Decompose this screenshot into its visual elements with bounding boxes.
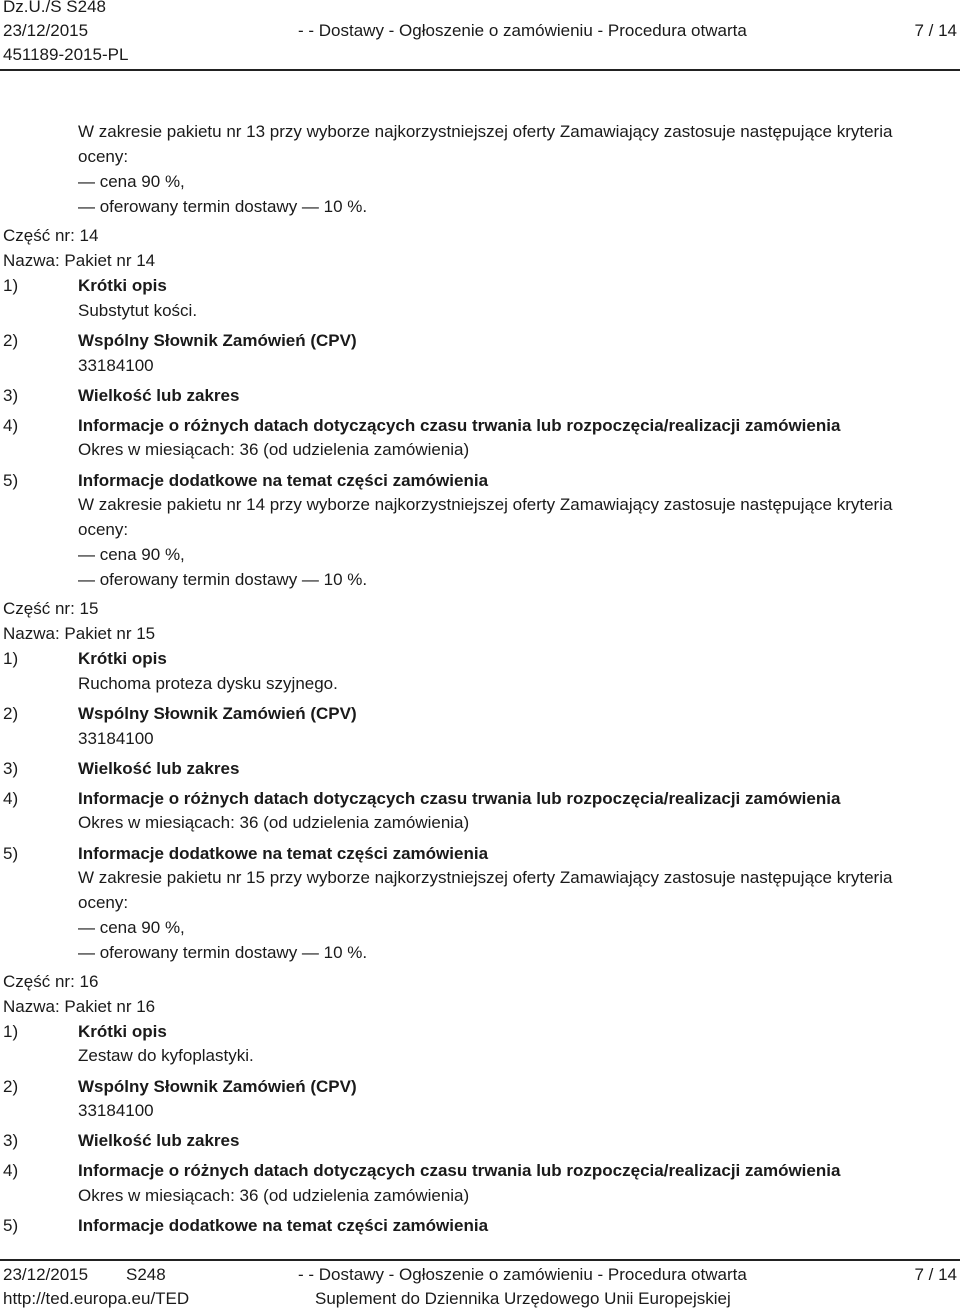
section-3-title: Wielkość lub zakres [78, 386, 240, 405]
section-3-number: 3) [3, 759, 19, 778]
section-2-number: 2) [3, 704, 19, 723]
cpv-code: 33184100 [78, 1101, 154, 1120]
section-4-text: Okres w miesiącach: 36 (od udzielenia zamówienia) [78, 813, 470, 832]
journal-ref: Dz.U./S S248 [3, 0, 106, 16]
section-4-title: Informacje o różnych datach dotyczących czasu trwania lub rozpoczęcia/realizacji zamówienia [78, 789, 841, 808]
part-number: Część nr: 14 [3, 226, 99, 245]
section-4-number: 4) [3, 789, 19, 808]
footer-supplement: Suplement do Dziennika Urzędowego Unii Europejskiej [315, 1289, 731, 1308]
section-2-title: Wspólny Słownik Zamówień (CPV) [78, 1077, 357, 1096]
criterion-price: — cena 90 %, [78, 545, 185, 564]
section-4-text: Okres w miesiącach: 36 (od udzielenia zamówienia) [78, 440, 470, 459]
section-3-title: Wielkość lub zakres [78, 759, 240, 778]
section-5-oceny: oceny: [78, 520, 129, 539]
footer-date: 23/12/2015 [3, 1265, 89, 1284]
criterion-delivery: — oferowany termin dostawy — 10 %. [78, 570, 368, 589]
section-5-title: Informacje dodatkowe na temat części zamówienia [78, 1216, 489, 1235]
footer-page: 7 / 14 [914, 1265, 957, 1284]
section-5-oceny: oceny: [78, 893, 129, 912]
header-page: 7 / 14 [914, 21, 957, 40]
section-5-title: Informacje dodatkowe na temat części zamówienia [78, 844, 489, 863]
section-1-title: Krótki opis [78, 649, 167, 668]
section-5-text: W zakresie pakietu nr 15 przy wyborze najkorzystniejszej oferty Zamawiający zastosuje następujące kryteria [78, 868, 893, 887]
intro-criterion-price: — cena 90 %, [78, 172, 185, 191]
lot-name: Nazwa: Pakiet nr 14 [3, 251, 156, 270]
intro-criterion-delivery: — oferowany termin dostawy — 10 %. [78, 197, 368, 216]
notice-id: 451189-2015-PL [3, 45, 129, 64]
section-2-title: Wspólny Słownik Zamówień (CPV) [78, 331, 357, 350]
section-1-title: Krótki opis [78, 1022, 167, 1041]
section-1-number: 1) [3, 1022, 19, 1041]
section-1-text: Substytut kości. [78, 301, 198, 320]
lot-name: Nazwa: Pakiet nr 15 [3, 624, 156, 643]
header-rule [0, 69, 960, 71]
section-5-text: W zakresie pakietu nr 14 przy wyborze najkorzystniejszej oferty Zamawiający zastosuje następujące kryteria [78, 495, 893, 514]
section-4-title: Informacje o różnych datach dotyczących czasu trwania lub rozpoczęcia/realizacji zamówienia [78, 1161, 841, 1180]
header-date: 23/12/2015 [3, 21, 89, 40]
section-2-title: Wspólny Słownik Zamówień (CPV) [78, 704, 357, 723]
section-3-number: 3) [3, 1131, 19, 1150]
footer-url: http://ted.europa.eu/TED [3, 1289, 190, 1308]
section-5-title: Informacje dodatkowe na temat części zamówienia [78, 471, 489, 490]
section-4-text: Okres w miesiącach: 36 (od udzielenia zamówienia) [78, 1186, 470, 1205]
intro-text: W zakresie pakietu nr 13 przy wyborze najkorzystniejszej oferty Zamawiający zastosuje następujące kryteria [78, 122, 893, 141]
section-4-number: 4) [3, 416, 19, 435]
part-number: Część nr: 15 [3, 599, 99, 618]
section-4-title: Informacje o różnych datach dotyczących czasu trwania lub rozpoczęcia/realizacji zamówienia [78, 416, 841, 435]
intro-oceny: oceny: [78, 147, 129, 166]
section-1-number: 1) [3, 276, 19, 295]
footer-series: S248 [126, 1265, 166, 1284]
lot-name: Nazwa: Pakiet nr 16 [3, 997, 156, 1016]
footer-rule [0, 1259, 960, 1261]
criterion-delivery: — oferowany termin dostawy — 10 %. [78, 943, 368, 962]
section-1-text: Ruchoma proteza dysku szyjnego. [78, 674, 338, 693]
section-4-number: 4) [3, 1161, 19, 1180]
section-1-text: Zestaw do kyfoplastyki. [78, 1046, 254, 1065]
section-3-number: 3) [3, 386, 19, 405]
footer-title: - - Dostawy - Ogłoszenie o zamówieniu - Procedura otwarta [298, 1265, 747, 1284]
section-5-number: 5) [3, 1216, 19, 1235]
criterion-price: — cena 90 %, [78, 918, 185, 937]
cpv-code: 33184100 [78, 729, 154, 748]
part-number: Część nr: 16 [3, 972, 99, 991]
section-2-number: 2) [3, 1077, 19, 1096]
cpv-code: 33184100 [78, 356, 154, 375]
section-1-number: 1) [3, 649, 19, 668]
section-3-title: Wielkość lub zakres [78, 1131, 240, 1150]
section-5-number: 5) [3, 471, 19, 490]
section-5-number: 5) [3, 844, 19, 863]
section-2-number: 2) [3, 331, 19, 350]
header-title: - - Dostawy - Ogłoszenie o zamówieniu - Procedura otwarta [298, 21, 747, 40]
section-1-title: Krótki opis [78, 276, 167, 295]
